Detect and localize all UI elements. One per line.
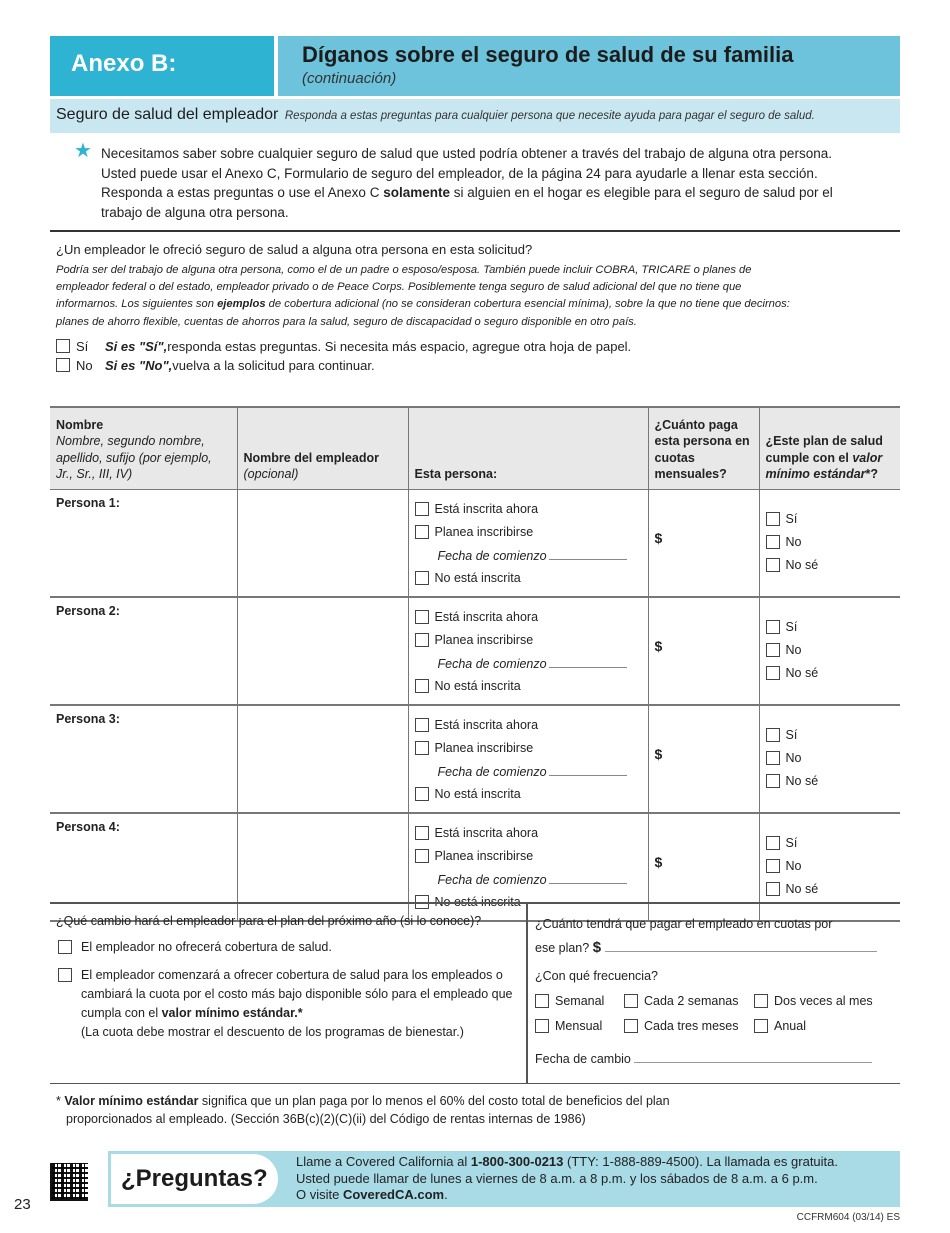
questions-label: ¿Preguntas?	[111, 1154, 278, 1204]
planning-checkbox[interactable]	[415, 633, 429, 647]
website-link[interactable]: CoveredCA.com	[342, 1187, 445, 1202]
mv-yes: Sí	[766, 724, 895, 747]
freq-biweekly: Cada 2 semanas	[624, 994, 754, 1008]
premium-field[interactable]: $	[648, 705, 759, 813]
mv-yes: Sí	[766, 616, 895, 639]
person-label: Persona 3:	[56, 711, 120, 726]
page-header	[50, 36, 900, 96]
change-option-start-coverage: El empleador comenzará a ofrecer cobertura de salud para los empleados o cambiará la cuota por el costo más bajo disponible sólo para el empleado que cumpla con el valor mínimo estándar.* (La cuota debe mostrar el descuento de los programas de bienestar.)	[56, 966, 526, 1042]
footnote: * Valor mínimo estándar significa que un plan paga por lo menos el 60% del costo total de beneficios del plan proporcionados al empleado. (Sección 36B(c)(2)(C)(ii) del Código de rentas internas de 1986)	[56, 1094, 670, 1126]
start-date-field[interactable]: Fecha de comienzo	[415, 544, 642, 567]
annex-label: Anexo B:	[50, 36, 274, 96]
yes-checkbox[interactable]	[56, 339, 70, 353]
questions-banner	[108, 1151, 900, 1207]
employer-name-field[interactable]	[237, 705, 408, 813]
enrolled-checkbox[interactable]	[415, 610, 429, 624]
mv-no: No	[766, 747, 895, 770]
not-enrolled-checkbox[interactable]	[415, 787, 429, 801]
no-coverage-checkbox[interactable]	[58, 940, 72, 954]
form-id: CCFRM604 (03/14) ES	[796, 1212, 900, 1223]
status-planning: Planea inscribirse	[415, 845, 642, 868]
frequency-question: ¿Con qué frecuencia?	[535, 969, 658, 983]
employer-name-field[interactable]	[237, 489, 408, 597]
question-note: Podría ser del trabajo de alguna otra persona, como el de un padre o esposo/esposa. También puede incluir COBRA, TRICARE o planes de empleador federal o del estado, empleador privado o de Peace Corps. Posiblemente tenga seguro de salud adicional del que no tiene que informarnos. Los siguientes son ejemplos de cobertura adicional (no se consideran cobertura esencial mínima), sobre la que no tiene que decirnos: planes de ahorro flexible, cuentas de ahorros para la salud, seguro de discapacidad o seguro disponible en otro país.	[56, 264, 790, 328]
planning-checkbox[interactable]	[415, 849, 429, 863]
mv-unknown: No sé	[766, 554, 895, 577]
page-number: 23	[14, 1196, 31, 1213]
freq-weekly: Semanal	[535, 994, 624, 1008]
mv-unknown: No sé	[766, 878, 895, 901]
premium-field[interactable]: $	[648, 597, 759, 705]
mv-no-checkbox[interactable]	[766, 859, 780, 873]
barcode-icon	[50, 1163, 88, 1201]
enrolled-checkbox[interactable]	[415, 502, 429, 516]
col-premium: ¿Cuánto paga esta persona en cuotas mensuales?	[648, 407, 759, 489]
enrolled-checkbox[interactable]	[415, 826, 429, 840]
mv-yes-checkbox[interactable]	[766, 620, 780, 634]
premium-field[interactable]: $	[648, 813, 759, 921]
employer-name-field[interactable]	[237, 597, 408, 705]
question-title: ¿Un empleador le ofreció seguro de salud a alguna otra persona en esta solicitud?	[56, 242, 533, 257]
pay-amount-field[interactable]	[605, 951, 877, 952]
mv-yes: Sí	[766, 508, 895, 531]
change-option-no-coverage: El empleador no ofrecerá cobertura de salud.	[56, 938, 526, 957]
freq-yearly: Anual	[754, 1019, 806, 1033]
status-enrolled: Está inscrita ahora	[415, 498, 642, 521]
status-enrolled: Está inscrita ahora	[415, 822, 642, 845]
changes-question: ¿Qué cambio hará el empleador para el plan del próximo año (si lo conoce)?	[56, 914, 482, 928]
mv-unknown-checkbox[interactable]	[766, 882, 780, 896]
status-not-enrolled: No está inscrita	[415, 567, 642, 590]
biweekly-checkbox[interactable]	[624, 994, 638, 1008]
freq-monthly: Mensual	[535, 1019, 624, 1033]
no-option: No Si es "No", vuelva a la solicitud para continuar.	[56, 356, 796, 375]
pay-question: ¿Cuánto tendrá que pagar el empleado en cuotas por ese plan? $	[535, 912, 900, 960]
mv-no: No	[766, 531, 895, 554]
not-enrolled-checkbox[interactable]	[415, 571, 429, 585]
page-title: Díganos sobre el seguro de salud de su familia	[302, 42, 794, 67]
mv-yes: Sí	[766, 832, 895, 855]
start-date-field[interactable]: Fecha de comienzo	[415, 652, 642, 675]
changes-left	[50, 904, 528, 1083]
mv-yes-checkbox[interactable]	[766, 728, 780, 742]
change-date-row: Fecha de cambio	[535, 1052, 900, 1066]
start-date-field[interactable]: Fecha de comienzo	[415, 760, 642, 783]
start-date-field[interactable]: Fecha de comienzo	[415, 868, 642, 891]
change-date-field[interactable]	[634, 1062, 872, 1063]
status-enrolled: Está inscrita ahora	[415, 606, 642, 629]
status-planning: Planea inscribirse	[415, 629, 642, 652]
table-row	[50, 597, 900, 705]
table-row	[50, 705, 900, 813]
phone-number: 1-800-300-0213	[470, 1154, 564, 1169]
person-label: Persona 1:	[56, 495, 120, 510]
not-enrolled-checkbox[interactable]	[415, 679, 429, 693]
header-title-block	[278, 36, 900, 96]
status-enrolled: Está inscrita ahora	[415, 714, 642, 737]
mv-yes-checkbox[interactable]	[766, 836, 780, 850]
section-title: Seguro de salud del empleador	[56, 106, 279, 123]
section-instruction: Responda a estas preguntas para cualquier persona que necesite ayuda para pagar el seguro de salud.	[284, 110, 815, 122]
mv-unknown-checkbox[interactable]	[766, 774, 780, 788]
start-coverage-checkbox[interactable]	[58, 968, 72, 982]
person-label: Persona 4:	[56, 819, 120, 834]
yes-option: Sí Si es "Sí", responda estas preguntas. Si necesita más espacio, agregue otra hoja de papel.	[56, 337, 796, 356]
table-row	[50, 489, 900, 597]
enrolled-checkbox[interactable]	[415, 718, 429, 732]
col-employer: Nombre del empleador (opcional)	[237, 407, 408, 489]
employer-coverage-table	[50, 406, 900, 922]
yes-label: Sí	[76, 338, 89, 354]
mv-no-checkbox[interactable]	[766, 643, 780, 657]
section-header	[50, 99, 900, 133]
mv-unknown-checkbox[interactable]	[766, 666, 780, 680]
quarterly-checkbox[interactable]	[624, 1019, 638, 1033]
premium-field[interactable]: $	[648, 489, 759, 597]
planning-checkbox[interactable]	[415, 525, 429, 539]
no-checkbox[interactable]	[56, 358, 70, 372]
mv-no-checkbox[interactable]	[766, 751, 780, 765]
status-not-enrolled: No está inscrita	[415, 675, 642, 698]
planning-checkbox[interactable]	[415, 741, 429, 755]
status-planning: Planea inscribirse	[415, 737, 642, 760]
contact-info: Llame a Covered California al 1-800-300-0213 (TTY: 1-888-889-4500). La llamada es gratuita. Usted puede llamar de lunes a viernes de 8 a.m. a 8 p.m. y los sábados de 8 a.m. a 6 p.m. O visite CoveredCA.com.	[296, 1154, 838, 1202]
col-status: Esta persona:	[408, 407, 648, 489]
twice-monthly-checkbox[interactable]	[754, 994, 768, 1008]
col-name: Nombre Nombre, segundo nombre, apellido, sufijo (por ejemplo, Jr., Sr., III, IV)	[50, 407, 237, 489]
mv-no: No	[766, 855, 895, 878]
freq-quarterly: Cada tres meses	[624, 1019, 754, 1033]
mv-yes-checkbox[interactable]	[766, 512, 780, 526]
col-min-value: ¿Este plan de salud cumple con el valor mínimo estándar*?	[759, 407, 900, 489]
mv-unknown: No sé	[766, 770, 895, 793]
yearly-checkbox[interactable]	[754, 1019, 768, 1033]
mv-no-checkbox[interactable]	[766, 535, 780, 549]
person-label: Persona 2:	[56, 603, 120, 618]
page-subtitle: (continuación)	[302, 70, 397, 87]
freq-twice-monthly: Dos veces al mes	[754, 994, 873, 1008]
plan-changes-section	[50, 904, 900, 1084]
monthly-checkbox[interactable]	[535, 1019, 549, 1033]
mv-unknown: No sé	[766, 662, 895, 685]
status-not-enrolled: No está inscrita	[415, 783, 642, 806]
intro-note	[74, 140, 835, 222]
star-icon: ★	[74, 140, 92, 162]
intro-text: Necesitamos saber sobre cualquier seguro de salud que usted podría obtener a través del trabajo de alguna otra persona. Usted puede usar el Anexo C, Formulario de seguro del empleador, de la página 24 para ayudarle a llenar esta sección. Responda a estas preguntas o use el Anexo C solamente si alguien en el hogar es elegible para el seguro de salud por el trabajo de alguna otra persona.	[101, 146, 833, 220]
mv-no: No	[766, 639, 895, 662]
status-planning: Planea inscribirse	[415, 521, 642, 544]
changes-right	[528, 904, 900, 1083]
employer-offer-question	[56, 241, 796, 375]
no-label: No	[76, 357, 93, 373]
divider	[50, 230, 900, 232]
mv-unknown-checkbox[interactable]	[766, 558, 780, 572]
weekly-checkbox[interactable]	[535, 994, 549, 1008]
